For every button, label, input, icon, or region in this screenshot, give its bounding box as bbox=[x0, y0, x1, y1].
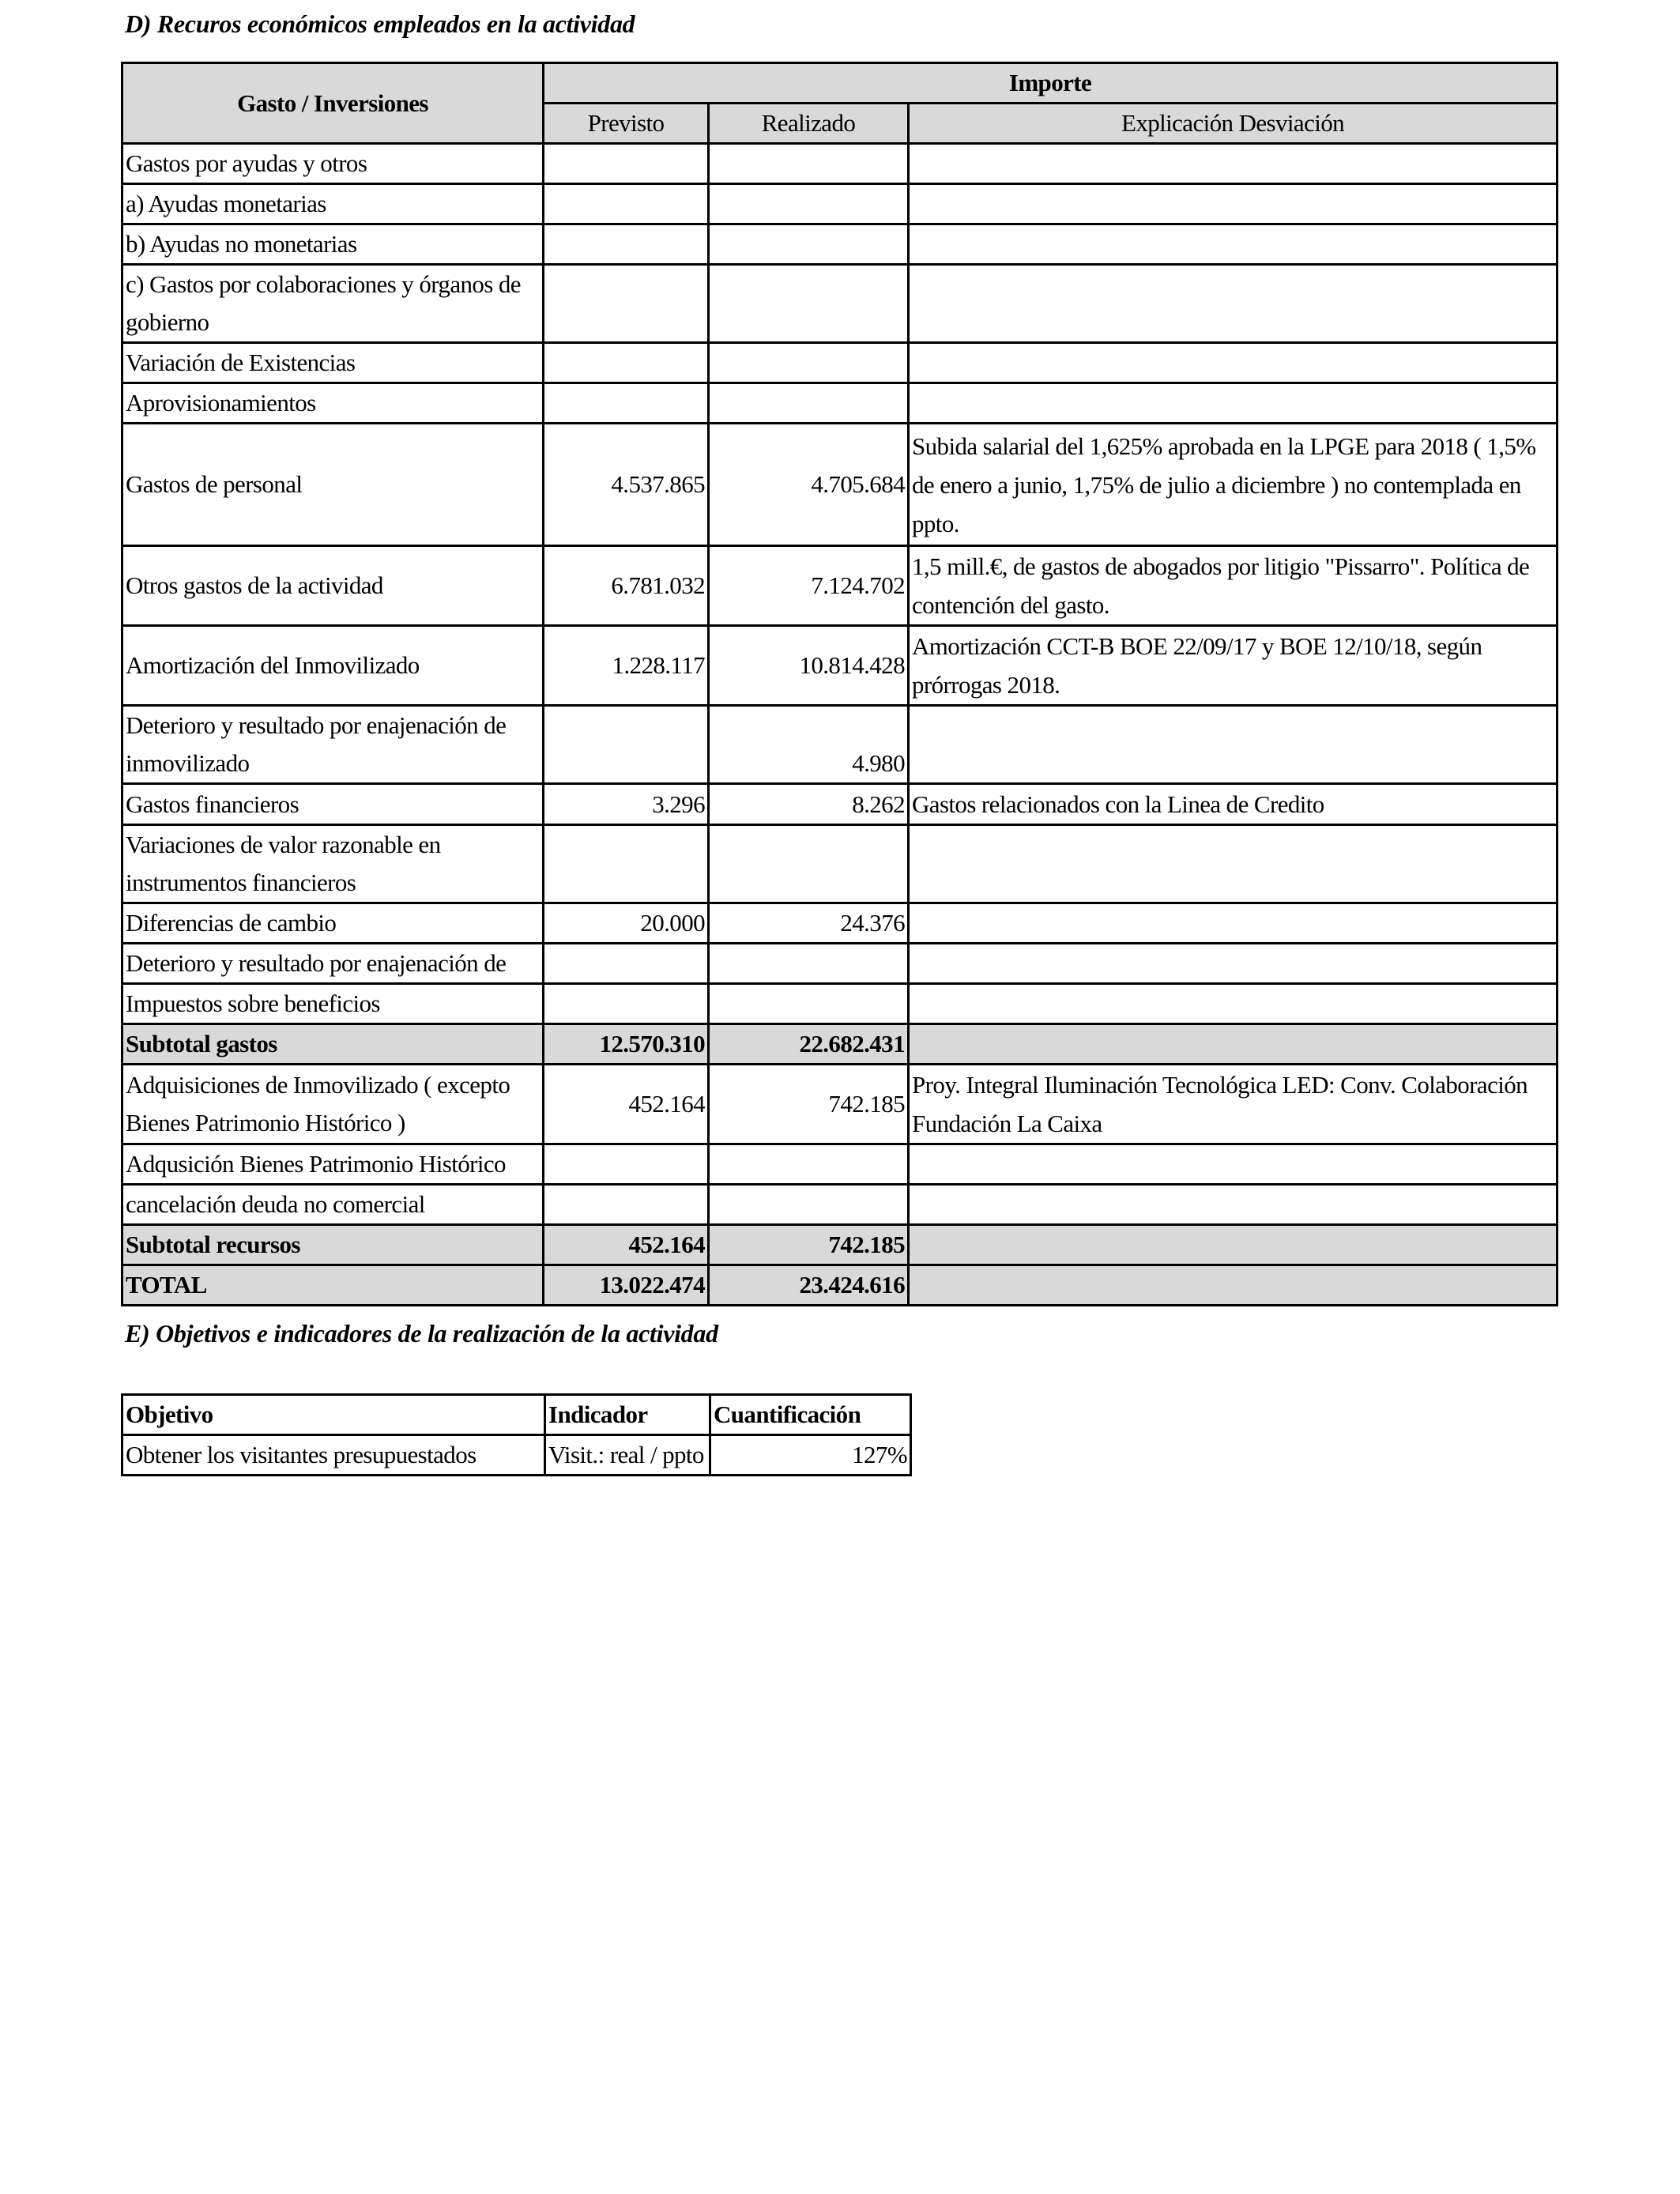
table-row bbox=[122, 383, 1558, 424]
row-explicacion bbox=[909, 1185, 1558, 1225]
row-explicacion: Gastos relacionados con la Linea de Credito bbox=[909, 784, 1558, 825]
row-concept: Adqusición Bienes Patrimonio Histórico bbox=[122, 1144, 544, 1185]
subtotal-gastos-realizado: 22.682.431 bbox=[709, 1024, 909, 1065]
row-concept: Diferencias de cambio bbox=[122, 903, 544, 944]
row-realizado bbox=[709, 383, 909, 424]
table-row bbox=[122, 343, 1558, 383]
table-row bbox=[122, 825, 1558, 903]
row-previsto bbox=[544, 383, 709, 424]
row-explicacion: Subida salarial del 1,625% aprobada en la LPGE para 2018 ( 1,5% de enero a junio, 1,75% de julio a diciembre ) no contemplada en ppto. bbox=[909, 424, 1558, 546]
row-concept: Aprovisionamientos bbox=[122, 383, 544, 424]
header-explicacion: Explicación Desviación bbox=[909, 104, 1558, 144]
total-row bbox=[122, 1265, 1558, 1306]
header-cuantificacion: Cuantificación bbox=[710, 1395, 911, 1435]
subtotal-recursos-previsto: 452.164 bbox=[544, 1225, 709, 1265]
total-previsto: 13.022.474 bbox=[544, 1265, 709, 1306]
objetivo-value: Obtener los visitantes presupuestados bbox=[122, 1435, 545, 1476]
row-explicacion bbox=[909, 343, 1558, 383]
subtotal-gastos-explicacion bbox=[909, 1024, 1558, 1065]
total-explicacion bbox=[909, 1265, 1558, 1306]
subtotal-gastos-label: Subtotal gastos bbox=[122, 1024, 544, 1065]
table-row bbox=[122, 1435, 911, 1476]
table-row bbox=[122, 1185, 1558, 1225]
row-concept: b) Ayudas no monetarias bbox=[122, 224, 544, 265]
row-concept: Otros gastos de la actividad bbox=[122, 546, 544, 626]
row-realizado: 7.124.702 bbox=[709, 546, 909, 626]
row-realizado bbox=[709, 343, 909, 383]
row-realizado bbox=[709, 1144, 909, 1185]
table-row bbox=[122, 784, 1558, 825]
header-importe: Importe bbox=[544, 63, 1558, 104]
header-previsto: Previsto bbox=[544, 104, 709, 144]
section-d-title: D) Recuros económicos empleados en la actividad bbox=[125, 9, 635, 38]
total-realizado: 23.424.616 bbox=[709, 1265, 909, 1306]
row-realizado: 8.262 bbox=[709, 784, 909, 825]
row-previsto: 20.000 bbox=[544, 903, 709, 944]
table-row bbox=[122, 424, 1558, 546]
header-realizado: Realizado bbox=[709, 104, 909, 144]
table-row bbox=[122, 903, 1558, 944]
row-explicacion bbox=[909, 944, 1558, 984]
row-concept: Variación de Existencias bbox=[122, 343, 544, 383]
row-concept: Deterioro y resultado por enajenación de bbox=[122, 944, 544, 984]
header-indicador: Indicador bbox=[545, 1395, 710, 1435]
row-realizado: 24.376 bbox=[709, 903, 909, 944]
table-row bbox=[122, 224, 1558, 265]
row-previsto bbox=[544, 144, 709, 184]
row-concept: a) Ayudas monetarias bbox=[122, 184, 544, 224]
row-previsto bbox=[544, 825, 709, 903]
row-previsto: 6.781.032 bbox=[544, 546, 709, 626]
subtotal-recursos-row bbox=[122, 1225, 1558, 1265]
row-realizado bbox=[709, 825, 909, 903]
objectives-table bbox=[121, 1393, 912, 1476]
table-row bbox=[122, 706, 1558, 784]
table-row bbox=[122, 1144, 1558, 1185]
row-realizado bbox=[709, 1185, 909, 1225]
row-concept: cancelación deuda no comercial bbox=[122, 1185, 544, 1225]
row-concept: Gastos por ayudas y otros bbox=[122, 144, 544, 184]
row-explicacion: Amortización CCT-B BOE 22/09/17 y BOE 12/10/18, según prórrogas 2018. bbox=[909, 626, 1558, 706]
row-realizado bbox=[709, 224, 909, 265]
subtotal-recursos-label: Subtotal recursos bbox=[122, 1225, 544, 1265]
table-row bbox=[122, 144, 1558, 184]
row-previsto bbox=[544, 1144, 709, 1185]
row-realizado: 4.705.684 bbox=[709, 424, 909, 546]
row-realizado bbox=[709, 184, 909, 224]
table-row bbox=[122, 626, 1558, 706]
row-previsto: 3.296 bbox=[544, 784, 709, 825]
row-previsto bbox=[544, 343, 709, 383]
table-row bbox=[122, 184, 1558, 224]
table-row bbox=[122, 984, 1558, 1024]
row-explicacion bbox=[909, 184, 1558, 224]
row-concept: Adquisiciones de Inmovilizado ( excepto Bienes Patrimonio Histórico ) bbox=[122, 1065, 544, 1144]
row-realizado bbox=[709, 144, 909, 184]
header-objetivo: Objetivo bbox=[122, 1395, 545, 1435]
row-previsto: 4.537.865 bbox=[544, 424, 709, 546]
row-realizado: 4.980 bbox=[709, 706, 909, 784]
table-row bbox=[122, 265, 1558, 343]
row-previsto: 1.228.117 bbox=[544, 626, 709, 706]
row-explicacion bbox=[909, 903, 1558, 944]
resources-table bbox=[121, 62, 1558, 1306]
row-concept: Amortización del Inmovilizado bbox=[122, 626, 544, 706]
row-concept: Gastos de personal bbox=[122, 424, 544, 546]
table-row bbox=[122, 944, 1558, 984]
row-explicacion: Proy. Integral Iluminación Tecnológica LED: Conv. Colaboración Fundación La Caixa bbox=[909, 1065, 1558, 1144]
row-previsto bbox=[544, 1185, 709, 1225]
row-concept: Deterioro y resultado por enajenación de inmovilizado bbox=[122, 706, 544, 784]
subtotal-recursos-explicacion bbox=[909, 1225, 1558, 1265]
row-concept: Variaciones de valor razonable en instrumentos financieros bbox=[122, 825, 544, 903]
row-realizado bbox=[709, 984, 909, 1024]
row-explicacion bbox=[909, 224, 1558, 265]
row-previsto bbox=[544, 184, 709, 224]
row-explicacion bbox=[909, 984, 1558, 1024]
row-explicacion: 1,5 mill.€, de gastos de abogados por litigio "Pissarro". Política de contención del gasto. bbox=[909, 546, 1558, 626]
row-realizado bbox=[709, 944, 909, 984]
subtotal-gastos-row bbox=[122, 1024, 1558, 1065]
row-explicacion bbox=[909, 383, 1558, 424]
table-row bbox=[122, 1065, 1558, 1144]
row-previsto bbox=[544, 984, 709, 1024]
row-previsto: 452.164 bbox=[544, 1065, 709, 1144]
table-row bbox=[122, 546, 1558, 626]
row-explicacion bbox=[909, 1144, 1558, 1185]
row-realizado: 742.185 bbox=[709, 1065, 909, 1144]
section-e-title: E) Objetivos e indicadores de la realización de la actividad bbox=[125, 1319, 718, 1348]
row-realizado bbox=[709, 265, 909, 343]
header-gasto: Gasto / Inversiones bbox=[122, 63, 544, 144]
row-explicacion bbox=[909, 825, 1558, 903]
row-explicacion bbox=[909, 144, 1558, 184]
indicador-value: Visit.: real / ppto bbox=[545, 1435, 710, 1476]
row-previsto bbox=[544, 224, 709, 265]
row-realizado: 10.814.428 bbox=[709, 626, 909, 706]
row-explicacion bbox=[909, 265, 1558, 343]
row-concept: Impuestos sobre beneficios bbox=[122, 984, 544, 1024]
row-previsto bbox=[544, 944, 709, 984]
row-concept: Gastos financieros bbox=[122, 784, 544, 825]
row-previsto bbox=[544, 265, 709, 343]
row-concept: c) Gastos por colaboraciones y órganos de gobierno bbox=[122, 265, 544, 343]
total-label: TOTAL bbox=[122, 1265, 544, 1306]
subtotal-gastos-previsto: 12.570.310 bbox=[544, 1024, 709, 1065]
row-explicacion bbox=[909, 706, 1558, 784]
row-previsto bbox=[544, 706, 709, 784]
subtotal-recursos-realizado: 742.185 bbox=[709, 1225, 909, 1265]
cuantificacion-value: 127% bbox=[710, 1435, 911, 1476]
